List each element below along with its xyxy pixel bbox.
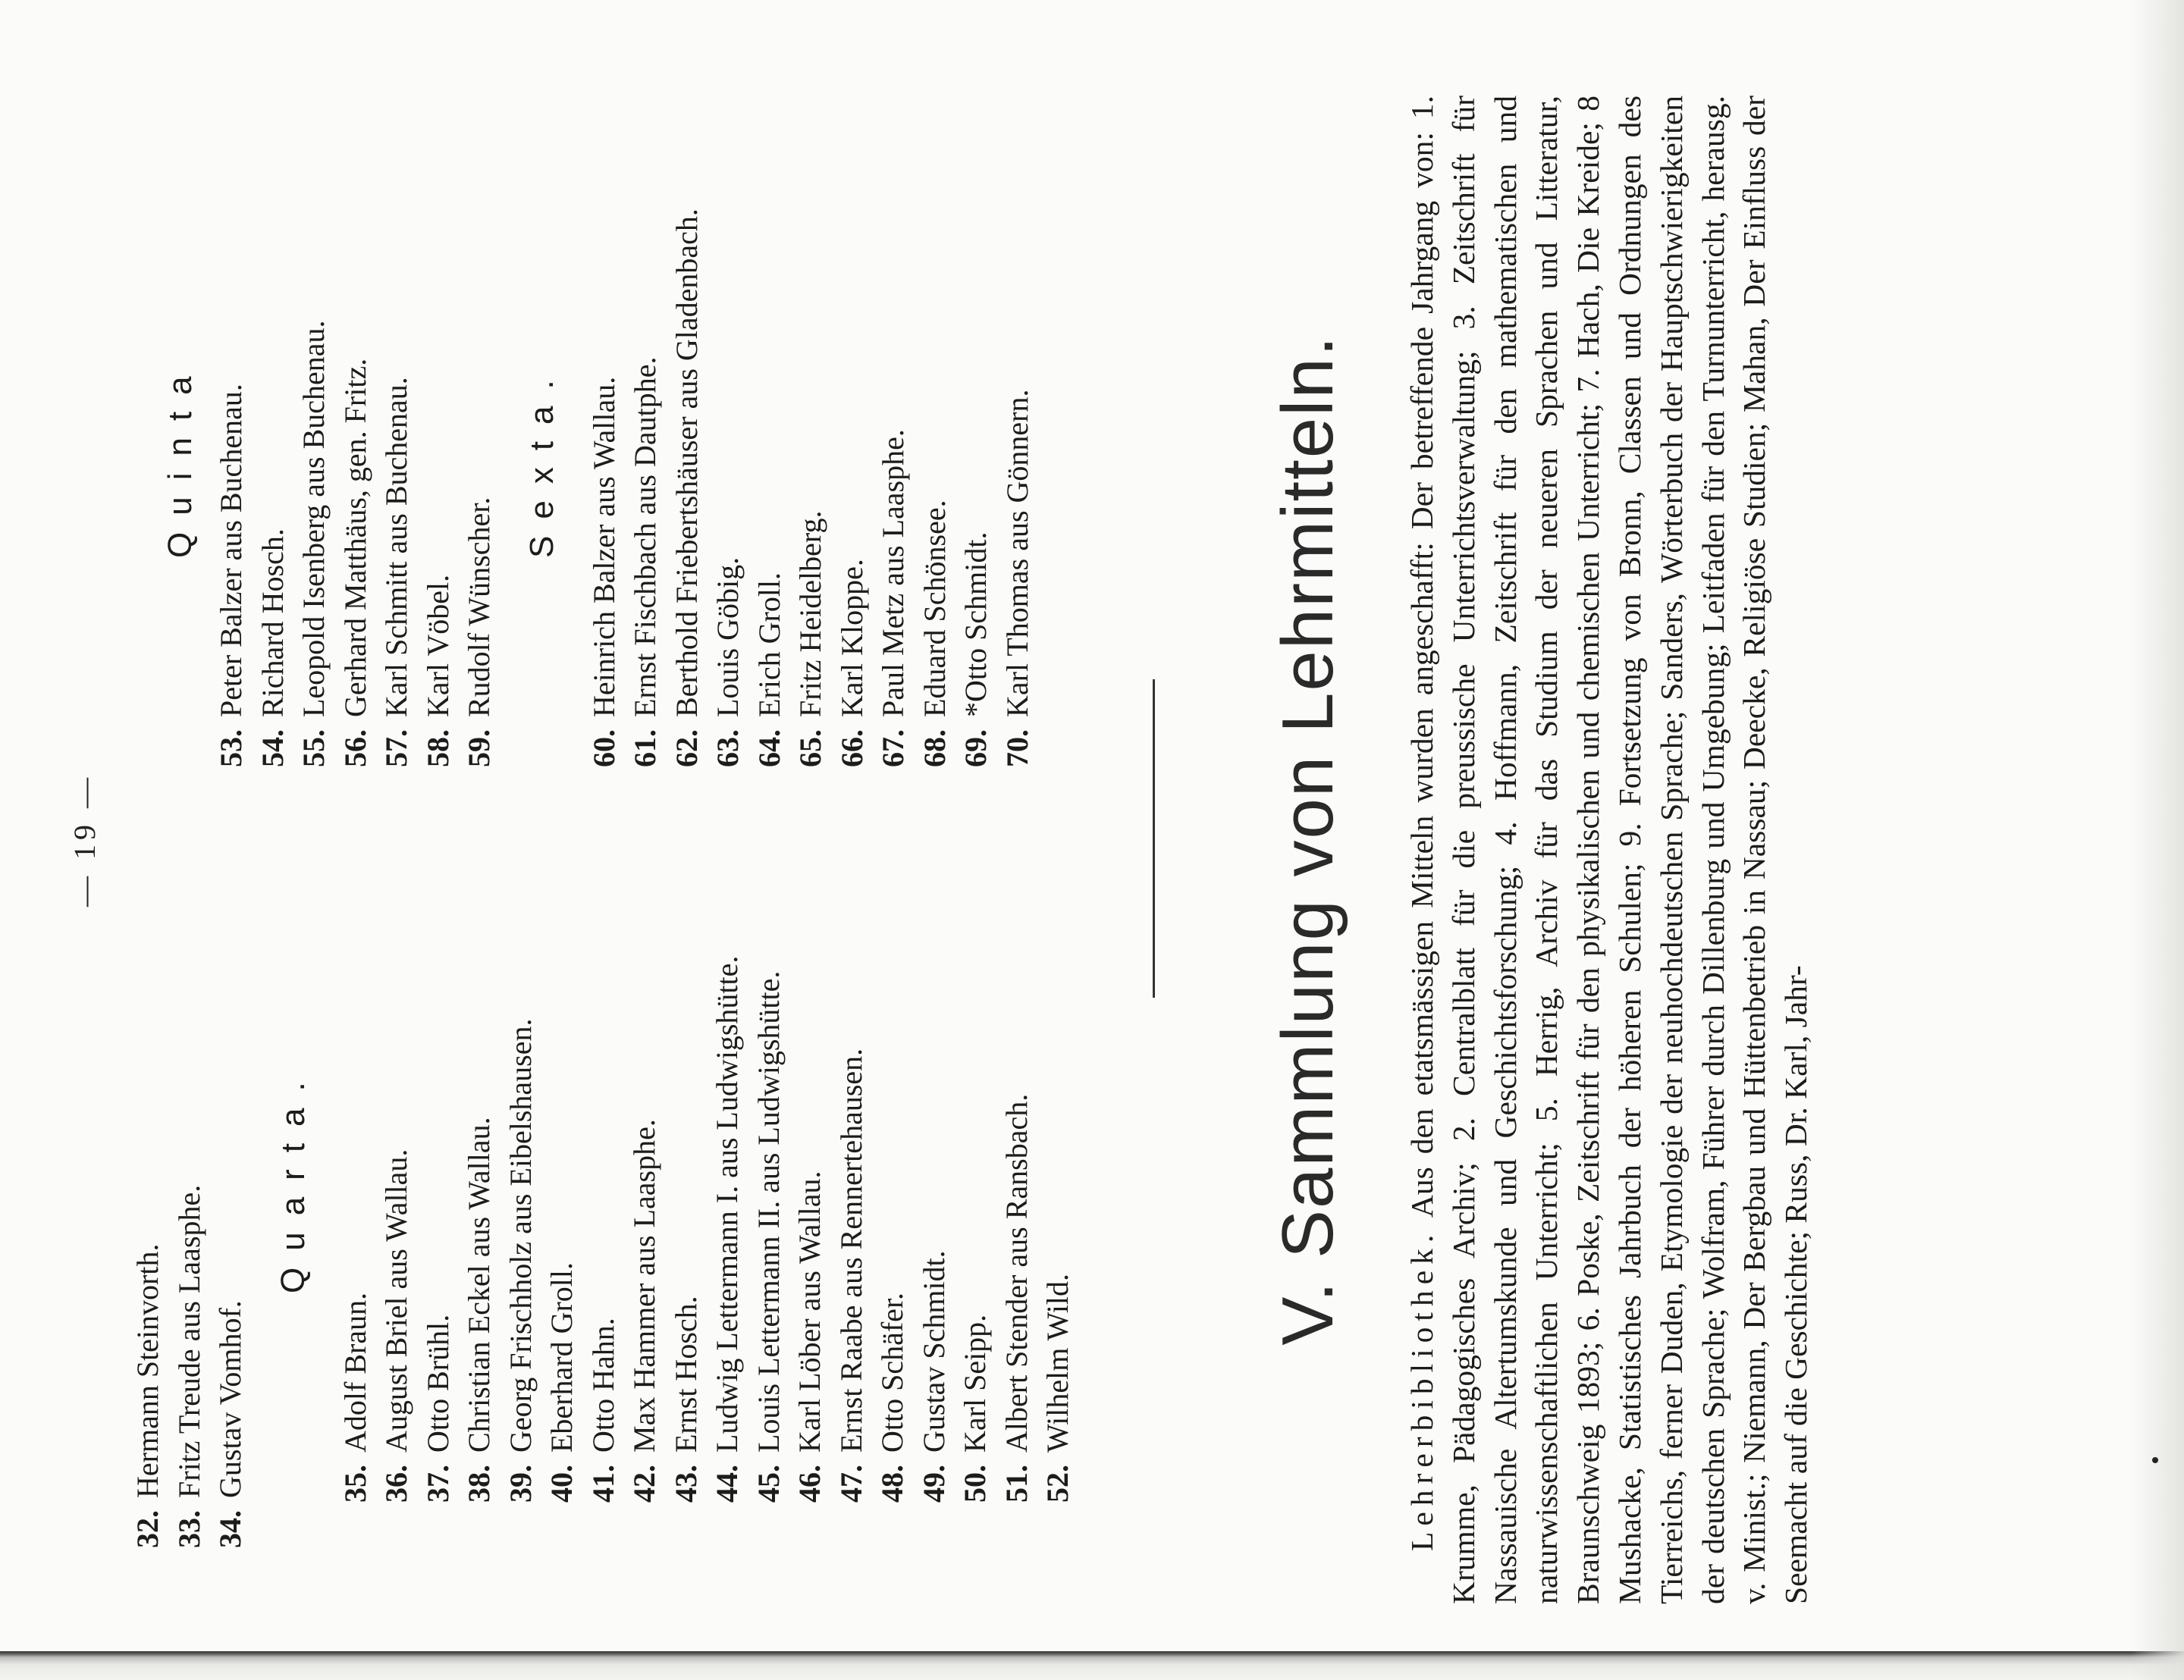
scan-edge	[2131, 0, 2184, 1680]
entry-number: 38.	[462, 1465, 496, 1503]
list-entry	[666, 748, 708, 1566]
entry-number: 39.	[503, 1465, 538, 1503]
section-divider	[1153, 679, 1155, 998]
entry-number: 63.	[711, 729, 745, 767]
entry-name: Karl Thomas aus Gönnern.	[999, 389, 1034, 717]
entry-number: 46.	[792, 1465, 827, 1503]
entry-number: 32.	[130, 1510, 165, 1548]
scan-speck	[2152, 1457, 2158, 1463]
list-entry	[335, 748, 377, 1566]
entry-name: Otto Brühl.	[420, 1314, 455, 1453]
entry-number: 52.	[1040, 1465, 1075, 1503]
entry-name: Eduard Schönsee.	[917, 500, 952, 717]
entry-name: Albert Stender aus Ransbach.	[999, 1093, 1034, 1453]
entry-name: Leopold Isenberg aus Buchenau.	[297, 320, 331, 717]
entry-name: Berthold Friebertshäuser aus Gladenbach.	[669, 208, 704, 717]
list-entry	[500, 748, 542, 1566]
entry-name: Richard Hosch.	[255, 528, 290, 717]
sexta-entries	[584, 12, 1039, 785]
list-entry	[169, 748, 211, 1566]
entry-number: 33.	[171, 1510, 206, 1548]
entry-number: 44.	[710, 1465, 744, 1503]
entry-name: Hermann Steinvorth.	[130, 1243, 165, 1498]
left-column	[127, 748, 1079, 1566]
entry-name: Louis Lettermann II. aus Ludwigshütte.	[751, 970, 786, 1453]
entry-name: Ernst Fischbach aus Dautphe.	[628, 356, 662, 717]
entry-number: 50.	[958, 1465, 992, 1503]
entry-number: 67.	[876, 729, 910, 767]
list-entry	[376, 12, 418, 785]
list-entry	[708, 12, 749, 785]
list-entry	[293, 12, 335, 785]
entry-name: Karl Löber aus Wallau.	[792, 1171, 827, 1453]
entry-name: Ernst Raabe aus Rennertehausen.	[833, 1048, 868, 1453]
entry-number: 47.	[833, 1465, 868, 1503]
section-title: V. Sammlung von Lehrmitteln.	[1267, 334, 1348, 1346]
entry-number: 35.	[337, 1465, 372, 1503]
list-entry	[831, 748, 873, 1566]
list-entry	[790, 12, 832, 785]
entry-number: 58.	[420, 729, 455, 767]
list-entry	[748, 748, 790, 1566]
list-entry	[253, 12, 294, 785]
entry-number: 41.	[585, 1465, 620, 1503]
entry-name: Gustav Schmidt.	[916, 1250, 951, 1453]
entry-number: 69.	[959, 729, 993, 767]
list-entry	[335, 12, 377, 785]
entry-number: 37.	[420, 1465, 455, 1503]
entry-number: 60.	[586, 729, 621, 767]
entry-name: Eberhard Groll.	[544, 1262, 579, 1453]
list-entry	[418, 12, 460, 785]
list-entry	[707, 748, 748, 1566]
entry-number: 55.	[297, 729, 331, 767]
entry-number: 56.	[337, 729, 372, 767]
body-lead: Lehrerbibliothek.	[1404, 1228, 1439, 1551]
entry-number: 54.	[255, 729, 290, 767]
list-entry	[1037, 748, 1079, 1566]
list-entry	[832, 12, 874, 785]
entry-name: Karl Vöbel.	[420, 574, 455, 717]
list-entry	[667, 12, 708, 785]
entry-number: 49.	[916, 1465, 951, 1503]
left-top-entries	[127, 748, 252, 1566]
list-entry	[459, 12, 500, 785]
list-entry	[418, 748, 460, 1566]
entry-number: 65.	[793, 729, 827, 767]
list-entry	[127, 748, 169, 1566]
entry-name: Otto Schäfer.	[875, 1292, 909, 1453]
list-entry	[789, 748, 831, 1566]
entry-number: 40.	[544, 1465, 579, 1503]
entry-name: Max Hammer aus Laasphe.	[627, 1119, 661, 1453]
entry-number: 64.	[752, 729, 786, 767]
entry-number: 62.	[669, 729, 704, 767]
entry-name: Christian Eckel aus Wallau.	[462, 1117, 496, 1453]
quarta-entries	[335, 748, 1079, 1566]
list-entry	[583, 748, 625, 1566]
entry-name: Wilhelm Wild.	[1040, 1273, 1075, 1453]
body-text: Aus den etatsmässigen Mitteln wurden angeschafft: Der betreffende Jahrgang von: 1. Krumme, Pädagogisches Archiv; 2. Centralblatt für die preussische Unterrichtsverwaltung; 3. Zeitschrift für Nassauische Altertumskunde und Geschichtsforschung; 4. Hoffmann, Zeitschrift für den mathematischen und naturwissenschaftlichen Unterricht; 5. Herrig, Archiv für das Studium der neueren Sprachen und Litteratur, Braunschweig 1893; 6. Poske, Zeitschrift für den physikalischen und chemischen Unterricht; 7. Hach, Die Kreide; 8 Mushacke, Statistisches Jahrbuch der höheren Schulen; 9. Fortsetzung von Bronn, Classen und Ordnungen des Tierreichs, ferner Duden, Etymologie der neuhochdeutschen Sprache; Sanders, Wörterbuch der Hauptschwierigkeiten der deutschen Sprache; Wolfram, Führer durch Dillenburg und Umgebung; Leitfaden für den Turnunterricht, herausg. v. Minist.; Niemann, Der Bergbau und Hüttenbetrieb in Nassau; Deecke, Religiöse Studien; Mahan, Der Einfluss der Seemacht auf die Geschichte; Russ, Dr. Karl, Jahr-	[1404, 96, 1814, 1604]
list-entry	[376, 748, 418, 1566]
body-paragraph	[1401, 96, 1817, 1604]
list-entry	[872, 748, 914, 1566]
list-entry	[624, 748, 666, 1566]
entry-number: 42.	[627, 1465, 661, 1503]
entry-name: Karl Schmitt aus Buchenau.	[379, 377, 413, 717]
list-entry	[210, 748, 252, 1566]
list-entry	[955, 748, 996, 1566]
entry-number: 45.	[751, 1465, 786, 1503]
list-entry	[541, 748, 583, 1566]
entry-number: 66.	[834, 729, 869, 767]
quinta-entries	[211, 12, 500, 785]
entry-name: Karl Kloppe.	[834, 559, 869, 717]
entry-name: Heinrich Balzer aus Wallau.	[586, 376, 621, 717]
entry-name: Adolf Braun.	[337, 1292, 372, 1453]
list-entry	[915, 12, 956, 785]
scan-fold-shadow	[0, 1651, 2184, 1680]
entry-number: 53.	[214, 729, 248, 767]
entry-number: 36.	[379, 1465, 413, 1503]
entry-name: Peter Balzer aus Buchenau.	[214, 384, 248, 717]
entry-number: 48.	[875, 1465, 909, 1503]
entry-name: Ludwig Lettermann I. aus Ludwigshütte.	[710, 955, 744, 1453]
entry-name: August Briel aus Wallau.	[379, 1149, 413, 1453]
list-entry	[749, 12, 791, 785]
entry-name: Gerhard Matthäus, gen. Fritz.	[337, 358, 372, 717]
entry-name: Fritz Treude aus Laasphe.	[171, 1184, 206, 1498]
entry-name: Ernst Hosch.	[668, 1296, 703, 1453]
entry-number: 57.	[379, 729, 413, 767]
list-entry	[996, 748, 1038, 1566]
list-entry	[956, 12, 997, 785]
entry-name: Gustav Vomhof.	[213, 1300, 247, 1498]
list-entry	[873, 12, 915, 785]
quarta-heading: Quarta.	[274, 1065, 312, 1293]
entry-name: Erich Groll.	[752, 572, 786, 717]
page-number: — 19 —	[67, 773, 102, 907]
entry-number: 68.	[917, 729, 952, 767]
list-entry	[625, 12, 667, 785]
entry-name: Fritz Heidelberg.	[793, 510, 827, 717]
entry-number: 70.	[999, 729, 1034, 767]
list-entry	[584, 12, 626, 785]
list-entry	[914, 748, 956, 1566]
entry-name: Louis Göbig.	[711, 556, 745, 717]
entry-name: Georg Frischholz aus Eibelshausen.	[503, 1018, 538, 1453]
entry-number: 34.	[213, 1510, 247, 1548]
right-column	[127, 12, 1038, 785]
entry-number: 59.	[462, 729, 496, 767]
entry-name: Otto Hahn.	[585, 1318, 620, 1453]
entry-name: Karl Seipp.	[958, 1314, 992, 1453]
entry-name: *Otto Schmidt.	[959, 531, 993, 717]
entry-number: 51.	[999, 1465, 1034, 1503]
sexta-heading: Sexta.	[522, 363, 560, 558]
quinta-heading: Quinta	[162, 359, 199, 558]
list-entry	[997, 12, 1039, 785]
entry-name: Rudolf Wünscher.	[462, 497, 496, 717]
entry-name: Paul Metz aus Laasphe.	[876, 429, 910, 717]
list-entry	[211, 12, 253, 785]
entry-number: 43.	[668, 1465, 703, 1503]
entry-number: 61.	[628, 729, 662, 767]
list-entry	[459, 748, 500, 1566]
